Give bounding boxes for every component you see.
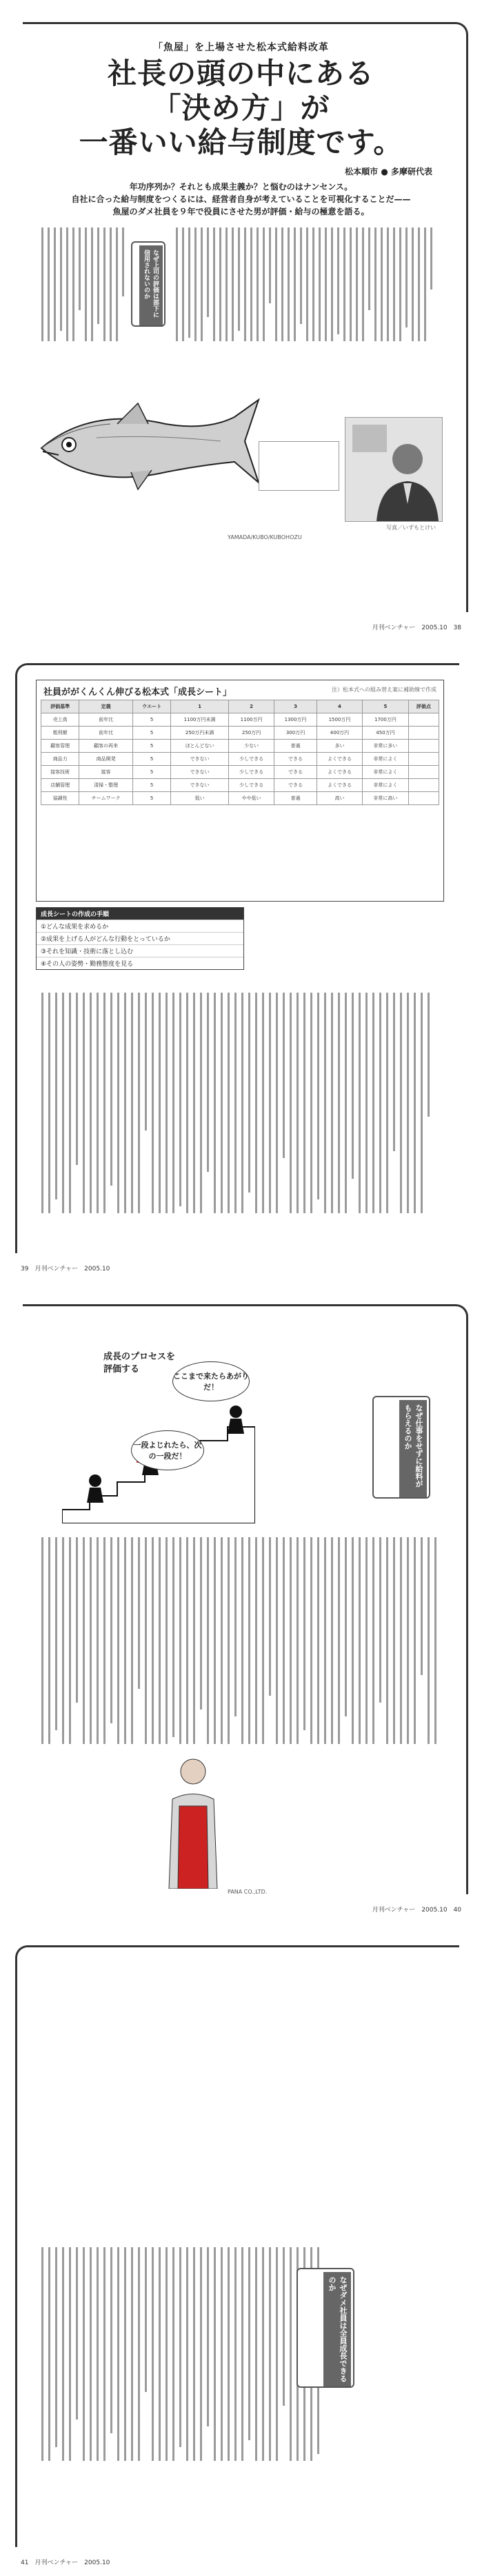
table-cell: 商品力 <box>41 753 79 766</box>
table-cell: よくできる <box>317 766 362 779</box>
balloon-text: ここまで来たらあがりだ！ <box>173 1372 249 1392</box>
table-cell: 5 <box>132 727 170 740</box>
photo-caption-box <box>259 441 339 491</box>
apron-man-illustration <box>159 1751 228 1889</box>
table-cell: 普通 <box>274 740 317 753</box>
table-cell: 1500万円 <box>317 713 362 727</box>
table-cell: 高い <box>317 792 362 805</box>
table-header-row <box>41 700 439 713</box>
steps-box <box>36 907 244 970</box>
table-row <box>41 766 439 779</box>
table-cell: できる <box>274 753 317 766</box>
table-cell: 300万円 <box>274 727 317 740</box>
table-cell: 5 <box>132 753 170 766</box>
steps-heading: 成長シートの作成の手順 <box>37 908 243 920</box>
table-cell: ほとんどない <box>171 740 229 753</box>
table-row <box>41 713 439 727</box>
column-header: 評価基準 <box>41 700 79 713</box>
table-cell <box>408 766 439 779</box>
table-cell: 前年比 <box>79 713 133 727</box>
table-cell: できない <box>171 766 229 779</box>
sheet-title: 社員ががくんくん伸びる松本式「成長シート」 <box>43 687 232 698</box>
title-line: 「決め方」が <box>152 91 330 125</box>
table-cell: やや低い <box>228 792 274 805</box>
table-cell: 5 <box>132 766 170 779</box>
kicker: 「魚屋」を上場させた松本式給料改革 <box>153 42 329 53</box>
table-cell: 1100万円 <box>228 713 274 727</box>
body-text-block <box>176 227 438 345</box>
table-cell: 少ない <box>228 740 274 753</box>
growth-sheet <box>36 680 444 902</box>
table-cell: 清掃・整理 <box>79 779 133 792</box>
table-cell: 5 <box>132 792 170 805</box>
lead <box>0 181 482 218</box>
diagram-title-line: 成長のプロセスを <box>103 1352 176 1362</box>
table-row <box>41 779 439 792</box>
author: 松本順市 ● 多摩研代表 <box>345 167 432 176</box>
table-cell: 400万円 <box>317 727 362 740</box>
diagram-title <box>103 1351 175 1376</box>
diagram-title-line: 評価する <box>103 1364 140 1375</box>
table-cell <box>408 713 439 727</box>
step-item: ④その人の姿勢・勤務態度を見る <box>37 957 243 969</box>
table-cell: 450万円 <box>363 727 408 740</box>
table-row <box>41 727 439 740</box>
table-cell: 協調性 <box>41 792 79 805</box>
table-cell: 顧客の再来 <box>79 740 133 753</box>
body-text-block <box>41 2247 434 2468</box>
table-cell: 5 <box>132 713 170 727</box>
table-cell: 非常によく <box>363 753 408 766</box>
table-cell: 非常によく <box>363 779 408 792</box>
callout-heading: なぜダメ社員は全員成長できるのか <box>323 2272 351 2386</box>
page-footer: 39 月刊ベンチャー 2005.10 <box>21 1266 110 1272</box>
balloon-text: 一段よじれたら、次の一段だ！ <box>133 1441 202 1461</box>
illustration-credit: YAMADA/KUBO/KUBOHOZU <box>228 534 302 540</box>
table-cell: できる <box>274 779 317 792</box>
table-cell <box>408 753 439 766</box>
table-cell: 商品開発 <box>79 753 133 766</box>
table-cell <box>408 727 439 740</box>
step-item: ②成果を上げる人がどんな行動をとっているか <box>37 932 243 944</box>
page-3 <box>0 1282 482 1923</box>
table-cell: 非常に多い <box>363 740 408 753</box>
table-cell: 少しできる <box>228 753 274 766</box>
table-cell: 1300万円 <box>274 713 317 727</box>
table-cell: 250万円未満 <box>171 727 229 740</box>
column-header: 2 <box>228 700 274 713</box>
column-header: 定義 <box>79 700 133 713</box>
table-cell: 少しできる <box>228 766 274 779</box>
table-cell: 5 <box>132 740 170 753</box>
column-header: 3 <box>274 700 317 713</box>
table-row <box>41 792 439 805</box>
illustration-credit: PANA CO.,LTD. <box>228 1889 268 1895</box>
lead-line: 年功序列か？それとも成果主義か？と悩むのはナンセンス。 <box>129 182 353 192</box>
article-title <box>0 57 482 160</box>
table-cell: 1700万円 <box>363 713 408 727</box>
table-cell: 粗利額 <box>41 727 79 740</box>
growth-table <box>41 700 439 805</box>
fish-illustration <box>28 386 262 503</box>
column-header: 評価点 <box>408 700 439 713</box>
table-cell: 1100万円未満 <box>171 713 229 727</box>
table-cell: 250万円 <box>228 727 274 740</box>
column-header: ウエート <box>132 700 170 713</box>
page-footer: 月刊ベンチャー 2005.10 40 <box>372 1907 461 1914</box>
table-cell <box>408 779 439 792</box>
callout-heading: なぜ上司の評価は部下に信用されないのか <box>139 245 163 325</box>
title-line: 社長の頭の中にある <box>107 57 374 90</box>
page-2 <box>0 641 482 1282</box>
section-callout <box>297 2268 354 2388</box>
person-icon <box>345 418 442 521</box>
lead-line: 自社に合った給与制度をつくるには、経営者自身が考えていることを可視化することだ—— <box>71 194 411 204</box>
table-cell: 普通 <box>274 792 317 805</box>
table-cell: 前年比 <box>79 727 133 740</box>
table-cell: 店舗管理 <box>41 779 79 792</box>
table-cell: 売上高 <box>41 713 79 727</box>
step-item: ①どんな成果を求めるか <box>37 920 243 932</box>
photo-caption: 写真／いずもとけい <box>386 525 436 531</box>
page-footer: 41 月刊ベンチャー 2005.10 <box>21 2559 110 2566</box>
column-header: 5 <box>363 700 408 713</box>
callout-heading: なぜ仕事をせずに給料がもらえるのか <box>399 1400 427 1497</box>
table-cell <box>408 792 439 805</box>
table-cell: 顧客管理 <box>41 740 79 753</box>
body-text-block <box>41 1537 441 1751</box>
table-cell: 低い <box>171 792 229 805</box>
page-1 <box>0 0 482 641</box>
page-footer: 月刊ベンチャー 2005.10 38 <box>372 625 461 631</box>
table-row <box>41 753 439 766</box>
table-cell: 非常に高い <box>363 792 408 805</box>
table-cell <box>408 740 439 753</box>
table-cell: 多い <box>317 740 362 753</box>
lead-line: 魚屋のダメ社員を９年で役員にさせた男が評価・給与の極意を語る。 <box>112 207 370 216</box>
table-cell: チームワーク <box>79 792 133 805</box>
section-callout <box>131 241 165 327</box>
title-line: 一番いい給与制度です。 <box>79 125 403 159</box>
sheet-note: 注）松本式への組み替え案に補助線で作成 <box>332 687 436 693</box>
table-cell: 接客 <box>79 766 133 779</box>
table-row <box>41 740 439 753</box>
table-cell: 接客技術 <box>41 766 79 779</box>
table-cell: よくできる <box>317 779 362 792</box>
column-header: 1 <box>171 700 229 713</box>
body-text-block <box>41 993 441 1220</box>
table-cell: 非常によく <box>363 766 408 779</box>
table-cell: できる <box>274 766 317 779</box>
portrait-photo <box>345 417 443 522</box>
table-cell: よくできる <box>317 753 362 766</box>
page-4 <box>0 1923 482 2576</box>
table-cell: 5 <box>132 779 170 792</box>
step-item: ③それを知識・技術に落とし込む <box>37 944 243 957</box>
speech-balloon-mid <box>131 1430 204 1470</box>
column-header: 4 <box>317 700 362 713</box>
speech-balloon-top <box>172 1361 250 1401</box>
table-cell: できない <box>171 779 229 792</box>
table-cell: できない <box>171 753 229 766</box>
section-callout <box>372 1396 430 1499</box>
table-cell: 少しできる <box>228 779 274 792</box>
